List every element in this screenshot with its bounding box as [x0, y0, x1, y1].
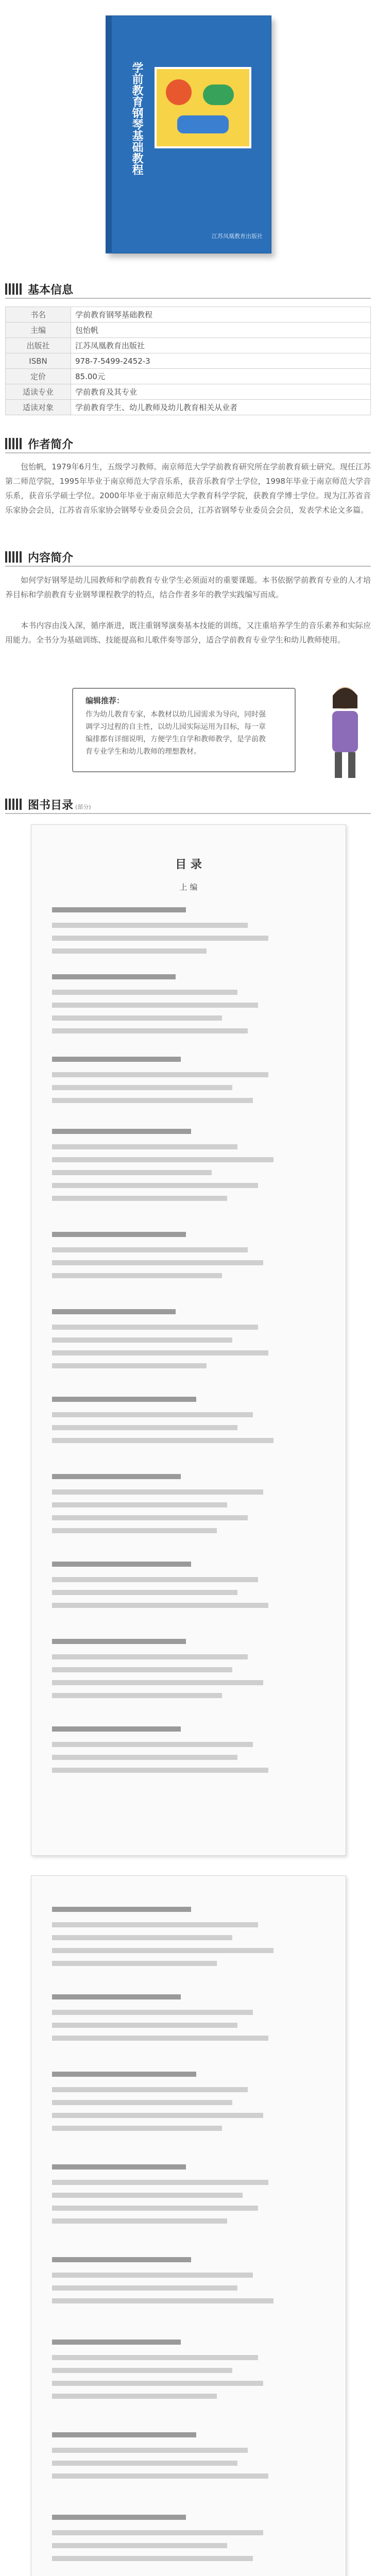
- toc-entry: [52, 2515, 186, 2520]
- toc-entry: [52, 2126, 222, 2131]
- teacher-illustration-icon: [319, 680, 371, 783]
- toc-entry: [52, 1590, 237, 1595]
- toc-title: 目 录: [175, 858, 202, 871]
- cover-illustration: [155, 67, 251, 148]
- toc-entry: [52, 1603, 268, 1608]
- toc-entry: [52, 2340, 181, 2345]
- toc-entry: [52, 2036, 268, 2041]
- toc-entry: [52, 2010, 253, 2015]
- table-row: 书名 学前教育钢琴基础教程: [6, 307, 371, 323]
- toc-entry: [52, 1170, 212, 1175]
- toc-entry: [52, 1654, 248, 1659]
- toc-entry: [52, 1639, 186, 1644]
- toc-entry: [52, 1742, 253, 1747]
- section-bars-icon: [5, 438, 26, 449]
- cover-illustration-shape: [203, 84, 234, 105]
- editor-text: 作为幼儿教育专家，本教材以幼儿园需求为导向，同时强调学习过程的自主性，以幼儿园实际运用为目标，每一章编排都有详细说明，方便学生自学和教师教学，是学前教育专业学生和幼儿教师的理想教材。: [86, 710, 266, 756]
- toc-entry: [52, 1129, 191, 1134]
- toc-page-2: [31, 1875, 346, 2576]
- info-table: [5, 307, 371, 415]
- toc-entry: [52, 1232, 186, 1237]
- toc-entry: [52, 1768, 268, 1773]
- section-basic-info: [5, 278, 371, 299]
- cover-illustration-shape: [166, 79, 192, 105]
- toc-entry: [52, 1273, 222, 1278]
- toc-entry: [52, 1693, 222, 1698]
- toc-entry: [52, 974, 176, 979]
- toc-entry: [52, 1948, 274, 1953]
- toc-entry: [52, 1577, 258, 1582]
- table-row: 适读对象 学前教育学生、幼儿教师及幼儿教育相关从业者: [6, 400, 371, 415]
- toc-entry: [52, 990, 237, 995]
- toc-entry: [52, 1922, 258, 1927]
- toc-entry: [52, 2273, 253, 2278]
- book-cover-area: [0, 0, 376, 268]
- toc-entry: [52, 2368, 232, 2373]
- section-title: 图书目录 (部分): [28, 799, 91, 812]
- toc-entry: [52, 2448, 248, 2453]
- section-content: [5, 546, 371, 567]
- toc-entry: [52, 2394, 217, 2399]
- toc-entry: [52, 1157, 274, 1162]
- toc-entry: [52, 1196, 227, 1201]
- section-toc: [5, 793, 371, 814]
- toc-entry: [52, 1325, 258, 1330]
- author-description: 包怡帆，1979年6月生，五级学习教师。南京师范大学学前教育研究所在学前教育硕士研究。现任江苏第二师范学院，1995年毕业于南京师范大学音乐系，获音乐教育学士学位，1998年毕业于南京师范大学音乐系，获音乐学硕士学位。2000年毕业于南京师范大学教育科学学院，获教育学博士学位。现为江苏省音乐家协会会员，江苏省音乐家协会钢琴专业委员会会员，江苏省钢琴专业委员会会员，发表学术论文多篇。: [5, 462, 371, 515]
- content-description: 如何学好钢琴是幼儿园教师和学前教育专业学生必须面对的重要课题。本书依据学前教育专业的人才培养目标和学前教育专业钢琴课程教学的特点，结合作者多年的教学实践编写而成。: [5, 575, 371, 599]
- table-row: 出版社 江苏凤凰教育出版社: [6, 338, 371, 353]
- toc-entry: [52, 2193, 243, 2198]
- toc-entry: [52, 2461, 237, 2466]
- toc-entry: [52, 1144, 237, 1149]
- toc-entry: [52, 1680, 263, 1685]
- divider: [5, 452, 371, 453]
- cover-title: 学前教育钢琴基础教程: [130, 62, 143, 175]
- toc-entry: [52, 2285, 237, 2291]
- toc-entry: [52, 1907, 191, 1912]
- toc-entry: [52, 1363, 207, 1368]
- section-bars-icon: [5, 799, 26, 810]
- toc-entry: [52, 1015, 222, 1021]
- toc-entry: [52, 923, 248, 928]
- toc-entry: [52, 2164, 186, 2170]
- toc-entry: [52, 1515, 248, 1520]
- toc-entry: [52, 2530, 263, 2535]
- editor-recommendation: [72, 688, 296, 772]
- cover-publisher: 江苏凤凰教育出版社: [212, 233, 263, 240]
- toc-entry: [52, 1247, 248, 1252]
- toc-entry: [52, 1085, 232, 1090]
- section-title: 作者简介: [28, 438, 74, 451]
- toc-entry: [52, 2218, 227, 2224]
- toc-part: 上 编: [179, 883, 198, 892]
- toc-entry: [52, 1057, 181, 1062]
- toc-entry: [52, 2113, 263, 2118]
- toc-entry: [52, 2257, 191, 2262]
- section-bars-icon: [5, 283, 26, 295]
- toc-page-1: [31, 824, 346, 1856]
- toc-entry: [52, 1412, 253, 1417]
- toc-entry: [52, 1438, 274, 1443]
- toc-entry: [52, 1562, 191, 1567]
- divider: [5, 298, 371, 299]
- toc-entry: [52, 1098, 253, 1103]
- toc-entry: [52, 2556, 253, 2561]
- toc-entry: [52, 1309, 176, 1314]
- toc-entry: [52, 948, 207, 954]
- toc-entry: [52, 2072, 196, 2077]
- toc-entry: [52, 1489, 263, 1495]
- divider: [5, 813, 371, 814]
- table-row: ISBN 978-7-5499-2452-3: [6, 353, 371, 369]
- toc-entry: [52, 1935, 232, 1940]
- section-author: [5, 433, 371, 453]
- section-bars-icon: [5, 551, 26, 563]
- content-description: 本书内容由浅入深，循序渐进，既注重钢琴演奏基本技能的训练，又注重培养学生的音乐素养和实际应用能力。全书分为基础训练、技能提高和儿歌伴奏等部分，适合学前教育专业学生和幼儿教师使用。: [5, 621, 371, 645]
- cover-illustration-shape: [177, 115, 229, 133]
- toc-entry: [52, 1425, 237, 1430]
- toc-entry: [52, 907, 186, 912]
- toc-entry: [52, 1726, 181, 1732]
- table-row: 适读专业 学前教育及其专业: [6, 384, 371, 400]
- section-subtitle: (部分): [75, 804, 91, 810]
- toc-entry: [52, 2473, 268, 2479]
- toc-entry: [52, 1072, 268, 1077]
- toc-entry: [52, 1003, 258, 1008]
- toc-entry: [52, 1350, 268, 1355]
- toc-entry: [52, 1028, 248, 1033]
- toc-entry: [52, 1474, 181, 1479]
- toc-entry: [52, 1502, 227, 1507]
- toc-entry: [52, 1755, 237, 1760]
- toc-entry: [52, 1994, 181, 1999]
- section-title: 基本信息: [28, 284, 74, 297]
- table-row: 定价 85.00元: [6, 369, 371, 384]
- toc-entry: [52, 1337, 232, 1343]
- toc-entry: [52, 1961, 217, 1966]
- toc-entry: [52, 2180, 268, 2185]
- toc-entry: [52, 2100, 232, 2105]
- toc-entry: [52, 2432, 196, 2437]
- toc-entry: [52, 2381, 263, 2386]
- toc-entry: [52, 936, 268, 941]
- toc-entry: [52, 2355, 258, 2360]
- toc-entry: [52, 1397, 196, 1402]
- toc-entry: [52, 2543, 227, 2548]
- toc-entry: [52, 1667, 232, 1672]
- toc-entry: [52, 2023, 237, 2028]
- table-row: 主编 包怡帆: [6, 323, 371, 338]
- book-cover-spine: [106, 15, 112, 252]
- editor-title: 编辑推荐：: [86, 696, 125, 705]
- toc-entry: [52, 2087, 248, 2092]
- section-title: 内容简介: [28, 552, 74, 565]
- toc-entry: [52, 1260, 263, 1265]
- toc-entry: [52, 2298, 274, 2303]
- toc-entry: [52, 1528, 217, 1533]
- toc-entry: [52, 2206, 258, 2211]
- toc-entry: [52, 1183, 258, 1188]
- divider: [5, 566, 371, 567]
